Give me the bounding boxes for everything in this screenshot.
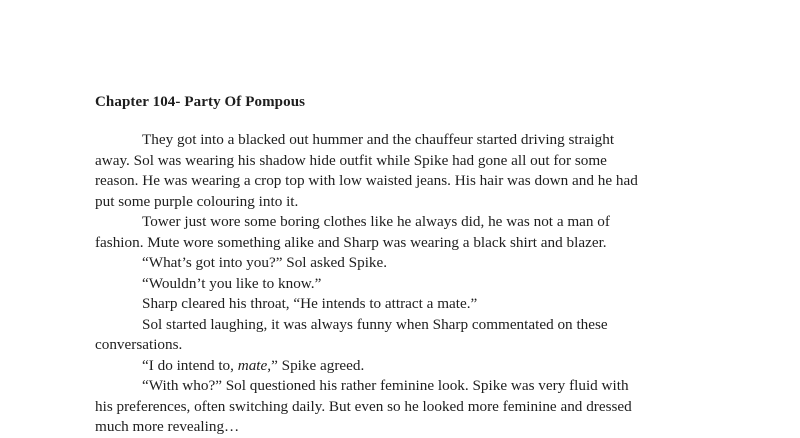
paragraph-line: fashion. Mute wore something alike and Sharp was wearing a black shirt and blazer. [95,233,607,251]
chapter-title: Chapter 104- Party Of Pompous [95,94,306,110]
paragraph-line: “Wouldn’t you like to know.” [142,274,322,292]
paragraph-line [95,356,715,377]
chapter-body [95,130,715,435]
paragraph-line: “What’s got into you?” Sol asked Spike. [142,254,388,271]
paragraph-line: They got into a blacked out hummer and the chauffeur started driving straight [142,131,615,148]
paragraph-line: “With who?” Sol questioned his rather feminine look. Spike was very fluid with [142,377,629,394]
dialogue-text: “I do intend to, [142,356,238,374]
paragraph-line: Sharp cleared his throat, “He intends to attract a mate.” [142,295,478,312]
paragraph-line: conversations. [95,336,183,353]
paragraph-line: put some purple colouring into it. [95,192,299,210]
emphasized-word: mate [237,356,268,374]
paragraph-line-cut-off: much more revealing… [95,418,240,435]
paragraph-line: his preferences, often switching daily. But even so he looked more feminine and dressed [95,397,632,415]
paragraph-line: reason. He was wearing a crop top with low waisted jeans. His hair was down and he had [95,172,638,189]
dialogue-text: ,” Spike agreed. [267,356,365,374]
paragraph-line: Sol started laughing, it was always funny when Sharp commentated on these [142,315,608,333]
paragraph-line: Tower just wore some boring clothes like he always did, he was not a man of [142,213,610,230]
paragraph-line: away. Sol was wearing his shadow hide outfit while Spike had gone all out for some [95,151,607,169]
